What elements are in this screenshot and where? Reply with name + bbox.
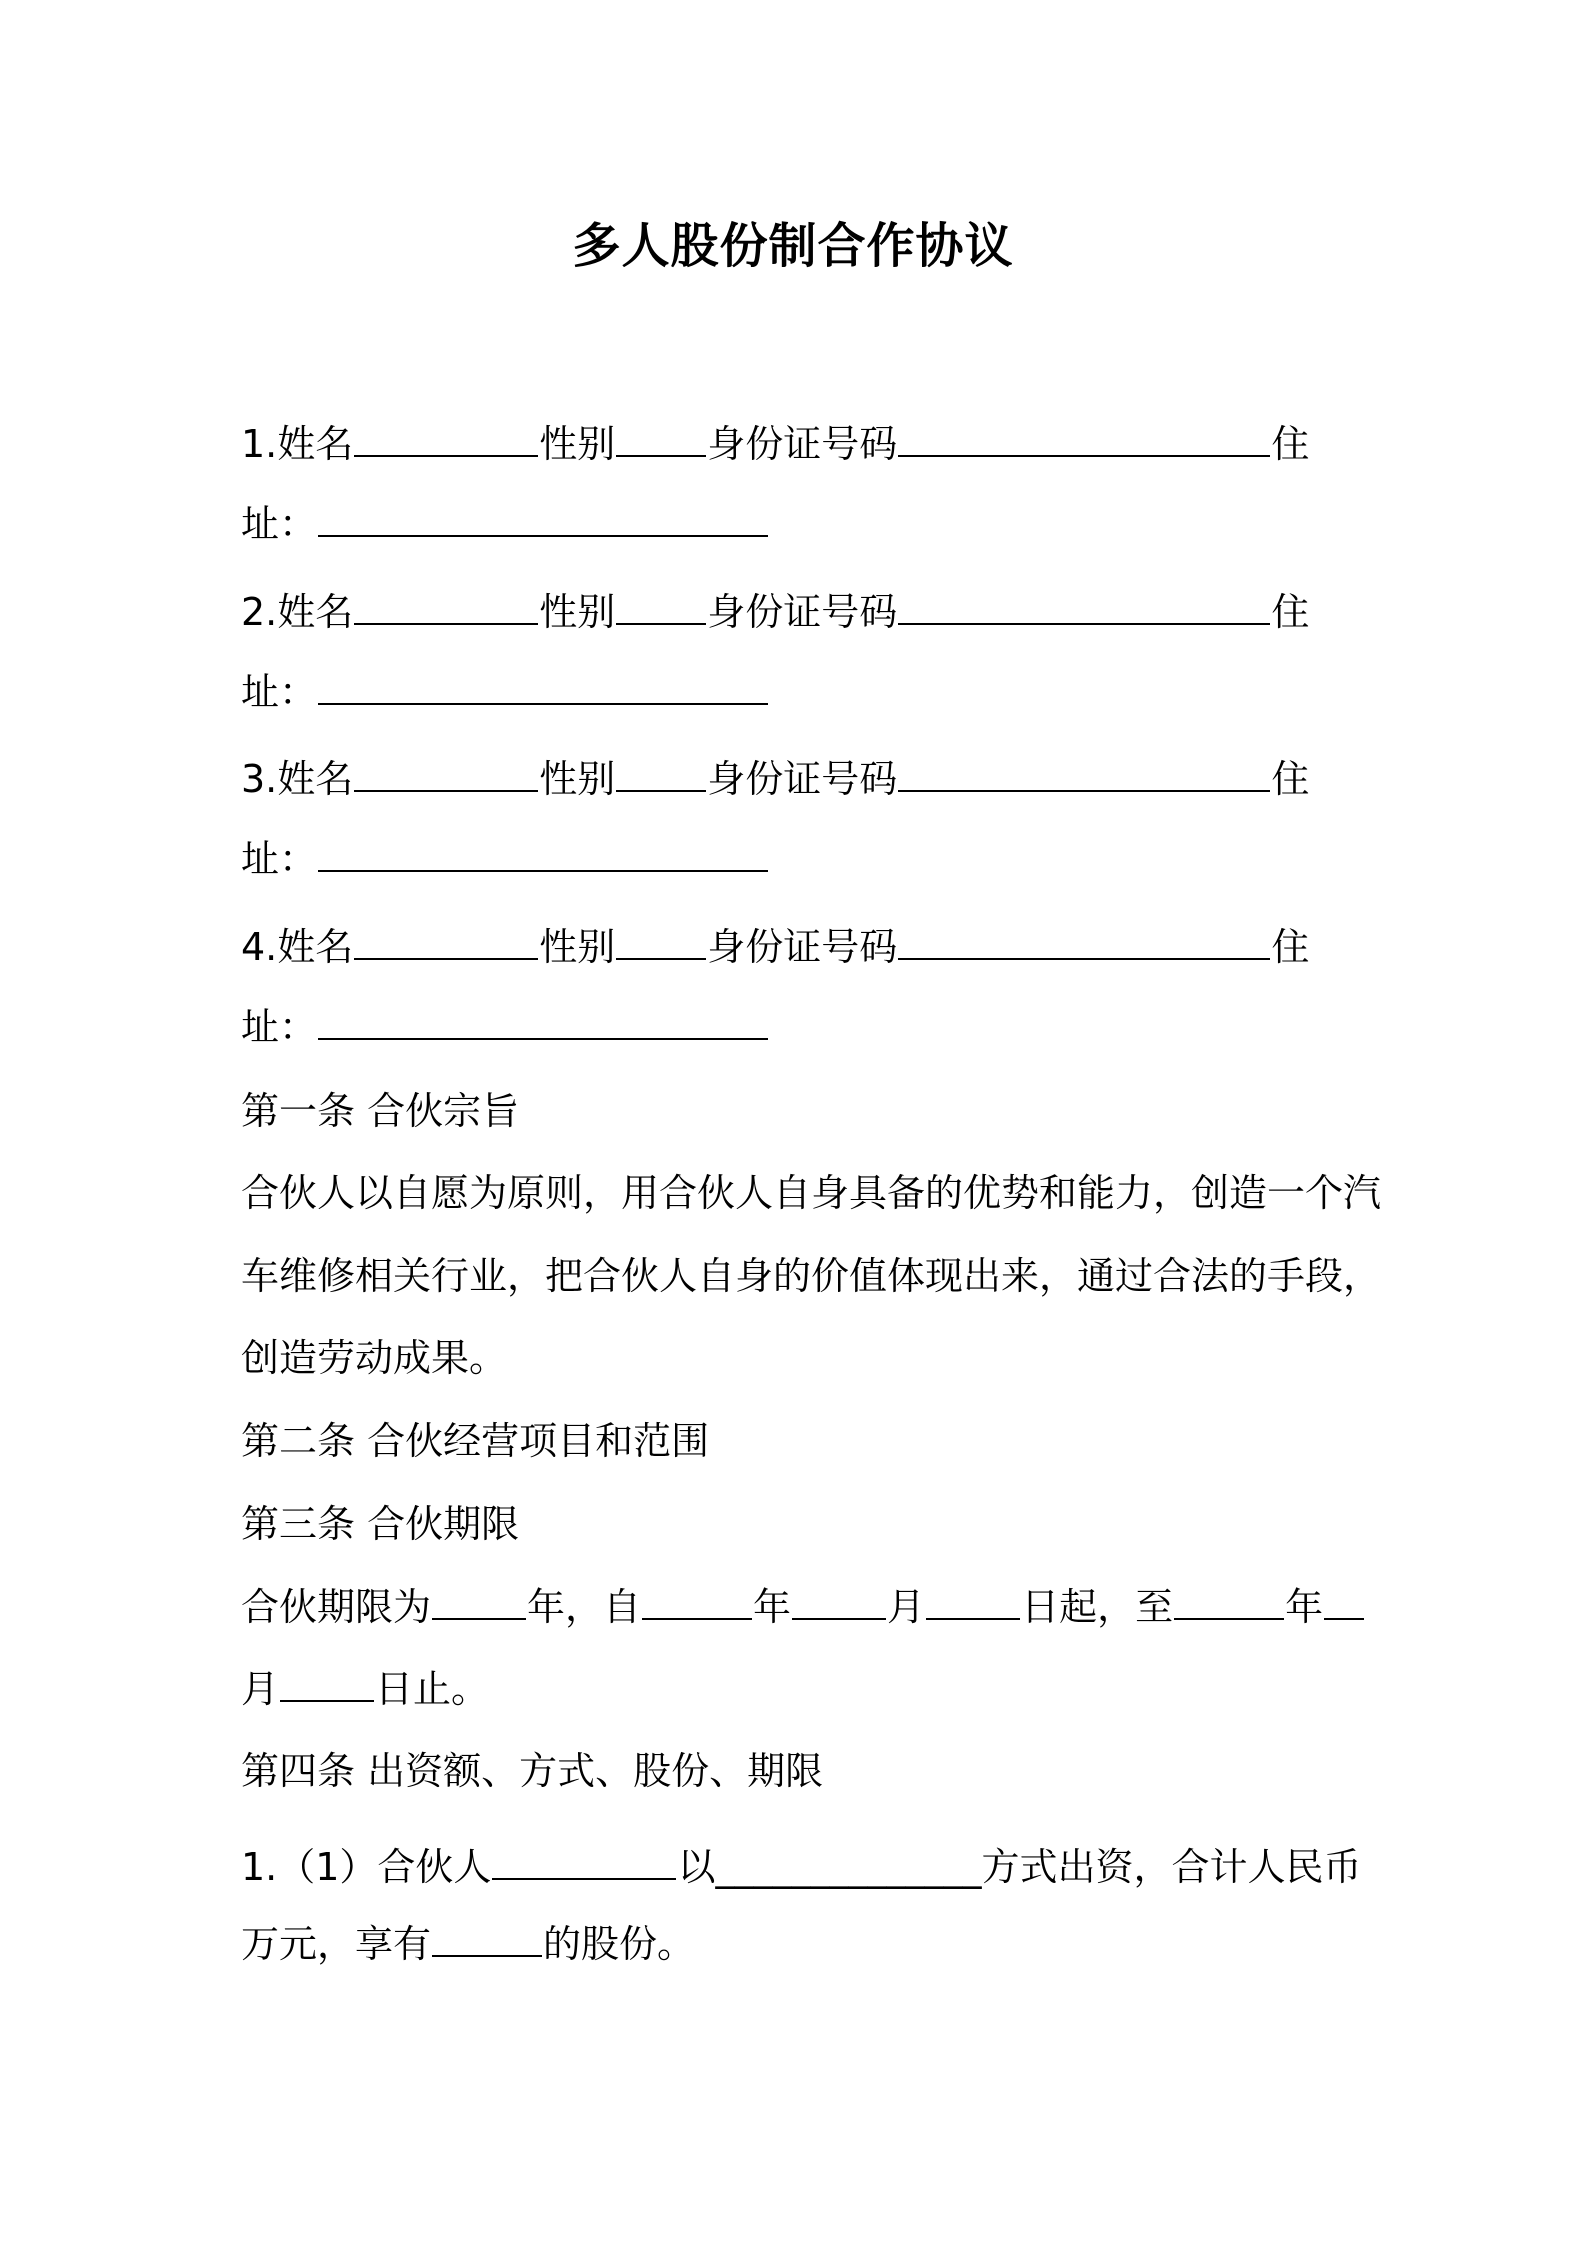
addr-label-2: 址： — [241, 670, 318, 714]
partner-name-blank[interactable] — [492, 1838, 676, 1880]
partner-num: 2. — [241, 590, 278, 634]
method-underscore[interactable]: ______________ — [715, 1845, 982, 1889]
term-years-blank[interactable] — [432, 1578, 526, 1620]
addr-label-1: 住 — [1271, 925, 1310, 969]
partner-2-address-line — [241, 663, 769, 720]
address-blank[interactable] — [318, 663, 768, 705]
id-label: 身份证号码 — [707, 925, 898, 969]
addr-label-2: 址： — [241, 837, 318, 881]
article-1-line-2: 车维修相关行业，把合伙人自身的价值体现出来，通过合法的手段， — [241, 1254, 1382, 1298]
gender-blank[interactable] — [616, 750, 706, 792]
address-blank[interactable] — [318, 998, 768, 1040]
article-3-term-line — [241, 1578, 1365, 1635]
id-blank[interactable] — [898, 415, 1270, 457]
end-day-blank[interactable] — [280, 1660, 374, 1702]
article-3-term-line-2 — [241, 1660, 489, 1717]
addr-label-1: 住 — [1271, 422, 1310, 466]
id-label: 身份证号码 — [707, 422, 898, 466]
name-blank[interactable] — [354, 750, 538, 792]
term-text: 合伙期限为 — [241, 1585, 432, 1629]
gender-label: 性别 — [539, 925, 616, 969]
name-blank[interactable] — [354, 583, 538, 625]
addr-label-2: 址： — [241, 502, 318, 546]
gender-blank[interactable] — [616, 415, 706, 457]
document-title: 多人股份制合作协议 — [572, 218, 1014, 274]
address-blank[interactable] — [318, 830, 768, 872]
term-text: 年 — [1285, 1585, 1324, 1629]
term-text: 日止。 — [375, 1667, 490, 1711]
partner-1-line — [241, 415, 1309, 472]
contribution-text: 万元，享有 — [241, 1922, 432, 1966]
term-text: 日起，至 — [1021, 1585, 1174, 1629]
name-blank[interactable] — [354, 415, 538, 457]
name-label: 姓名 — [277, 422, 354, 466]
article-4-heading: 第四条 出资额、方式、股份、期限 — [241, 1749, 824, 1793]
contribution-text: 方式出资，合计人民币 — [981, 1845, 1362, 1889]
gender-blank[interactable] — [616, 918, 706, 960]
article-2-heading: 第二条 合伙经营项目和范围 — [241, 1419, 710, 1463]
term-text: 年，自 — [527, 1585, 642, 1629]
name-blank[interactable] — [354, 918, 538, 960]
article-1-heading: 第一条 合伙宗旨 — [241, 1089, 520, 1133]
addr-label-1: 住 — [1271, 757, 1310, 801]
partner-num: 4. — [241, 925, 278, 969]
share-blank[interactable] — [432, 1915, 542, 1957]
partner-3-line — [241, 750, 1309, 807]
name-label: 姓名 — [277, 757, 354, 801]
addr-label-1: 住 — [1271, 590, 1310, 634]
id-blank[interactable] — [898, 918, 1270, 960]
name-label: 姓名 — [277, 590, 354, 634]
article-1-line-3: 创造劳动成果。 — [241, 1336, 508, 1380]
name-label: 姓名 — [277, 925, 354, 969]
partner-4-line — [241, 918, 1309, 975]
article-1-line-1: 合伙人以自愿为原则，用合伙人自身具备的优势和能力，创造一个汽 — [241, 1171, 1382, 1215]
addr-label-2: 址： — [241, 1005, 318, 1049]
gender-blank[interactable] — [616, 583, 706, 625]
id-label: 身份证号码 — [707, 757, 898, 801]
start-day-blank[interactable] — [926, 1578, 1020, 1620]
partner-3-address-line — [241, 830, 769, 887]
partner-num: 3. — [241, 757, 278, 801]
id-blank[interactable] — [898, 583, 1270, 625]
id-label: 身份证号码 — [707, 590, 898, 634]
start-month-blank[interactable] — [792, 1578, 886, 1620]
gender-label: 性别 — [539, 422, 616, 466]
contribution-text: 1.（1）合伙人 — [241, 1845, 492, 1889]
article-4-line-1 — [241, 1838, 1361, 1895]
address-blank[interactable] — [318, 495, 768, 537]
contribution-text: 以 — [677, 1845, 716, 1889]
term-text: 月 — [241, 1667, 280, 1711]
term-text: 年 — [753, 1585, 792, 1629]
partner-1-address-line — [241, 495, 769, 552]
partner-2-line — [241, 583, 1309, 640]
gender-label: 性别 — [539, 757, 616, 801]
partner-num: 1. — [241, 422, 278, 466]
start-year-blank[interactable] — [642, 1578, 752, 1620]
article-3-heading: 第三条 合伙期限 — [241, 1502, 520, 1546]
term-text: 月 — [887, 1585, 926, 1629]
id-blank[interactable] — [898, 750, 1270, 792]
contribution-text: 的股份。 — [543, 1922, 696, 1966]
end-year-blank[interactable] — [1174, 1578, 1284, 1620]
end-month-blank[interactable] — [1324, 1578, 1364, 1620]
partner-4-address-line — [241, 998, 769, 1055]
article-4-line-2 — [241, 1915, 695, 1972]
gender-label: 性别 — [539, 590, 616, 634]
